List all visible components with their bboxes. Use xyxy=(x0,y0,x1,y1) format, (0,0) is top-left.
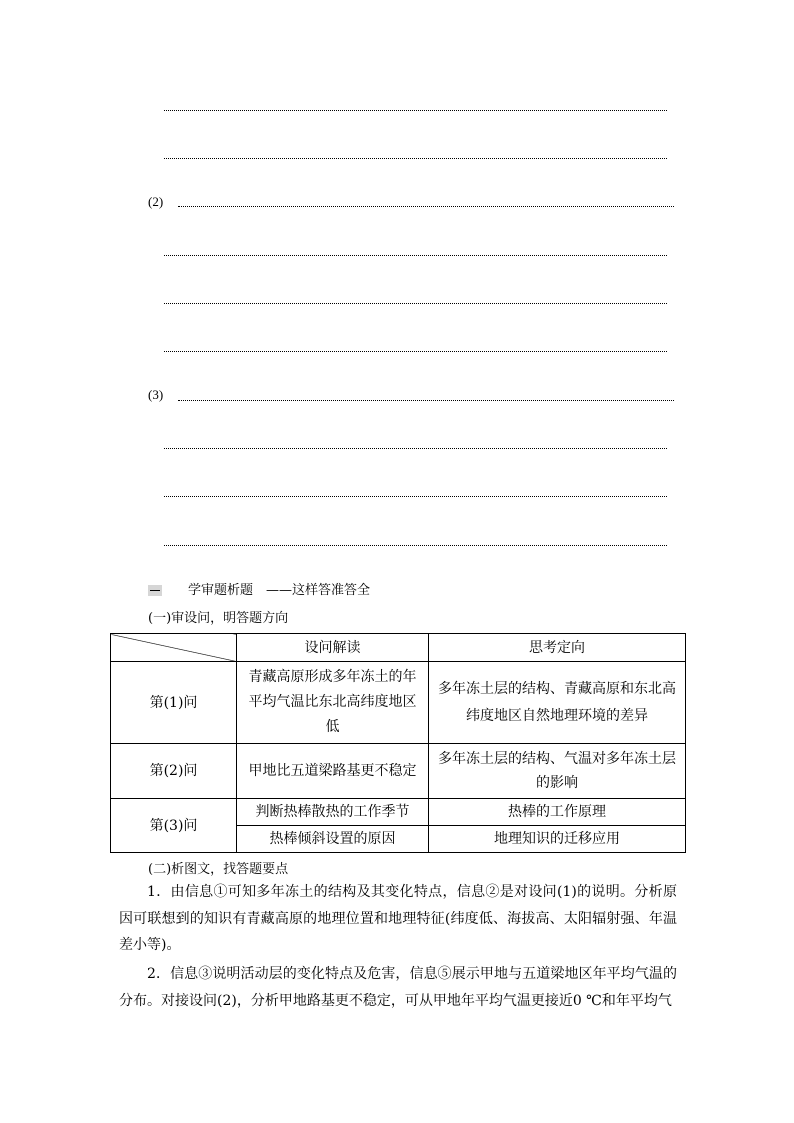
row-label: 第(1)问 xyxy=(111,662,237,744)
table-row xyxy=(111,799,686,826)
answer-line[interactable] xyxy=(164,303,667,304)
interpretation-cell: 甲地比五道梁路基更不稳定 xyxy=(237,744,429,799)
row-label: 第(2)问 xyxy=(111,744,237,799)
paragraph: 2．信息③说明活动层的变化特点及危害，信息⑤展示甲地与五道梁地区年平均气温的分布。对接设问(2)，分析甲地路基更不稳定，可从甲地年平均气温更接近0 ℃和年平均气 xyxy=(119,966,677,1009)
table-row xyxy=(111,662,686,744)
diagonal-header-cell xyxy=(111,634,237,662)
answer-line[interactable] xyxy=(164,255,667,256)
answer-line[interactable] xyxy=(164,351,667,352)
table-header-row xyxy=(111,634,686,662)
answer-line[interactable] xyxy=(164,448,667,449)
paragraph: 1．由信息①可知多年冻土的结构及其变化特点，信息②是对设问(1)的说明。分析原因可联想到的知识有青藏高原的地理位置和地理特征(纬度低、海拔高、太阳辐射强、年温差小等)。 xyxy=(119,884,677,953)
direction-cell: 多年冻土层的结构、气温对多年冻土层的影响 xyxy=(429,744,686,799)
answer-line[interactable] xyxy=(164,545,667,546)
subheading-figure-analysis: (二)析图文，找答题要点 xyxy=(148,862,289,877)
subheading-question-analysis: (一)审设问，明答题方向 xyxy=(148,611,289,626)
header-direction: 思考定向 xyxy=(429,634,686,662)
question-number: (2) xyxy=(148,194,164,209)
direction-cell: 热棒的工作原理 xyxy=(429,799,686,826)
header-interpretation: 设问解读 xyxy=(237,634,429,662)
table-row xyxy=(111,744,686,799)
interpretation-cell: 热棒倾斜设置的原因 xyxy=(237,826,429,853)
answer-line[interactable] xyxy=(164,496,667,497)
section-heading xyxy=(148,579,370,598)
section-title: 学审题析题 ——这样答准答全 xyxy=(188,583,371,598)
interpretation-cell: 青藏高原形成多年冻土的年平均气温比东北高纬度地区低 xyxy=(237,662,429,744)
answer-line[interactable] xyxy=(178,400,674,401)
answer-line[interactable] xyxy=(178,206,674,207)
analysis-table xyxy=(110,633,686,853)
row-label: 第(3)问 xyxy=(111,799,237,853)
section-marker-icon xyxy=(148,585,162,596)
question-number: (3) xyxy=(148,387,164,402)
direction-cell: 多年冻土层的结构、青藏高原和东北高纬度地区自然地理环境的差异 xyxy=(429,662,686,744)
interpretation-cell: 判断热棒散热的工作季节 xyxy=(237,799,429,826)
answer-line[interactable] xyxy=(164,110,667,111)
answer-line[interactable] xyxy=(164,158,667,159)
direction-cell: 地理知识的迁移应用 xyxy=(429,826,686,853)
